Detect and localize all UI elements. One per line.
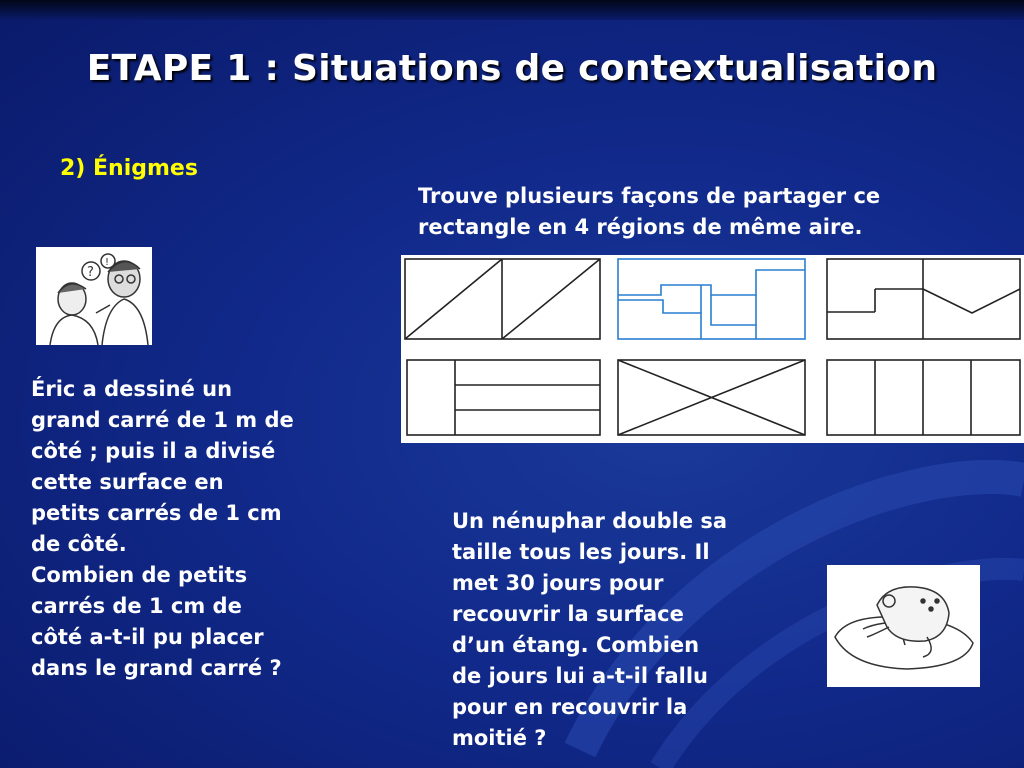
partition-cross	[618, 360, 805, 435]
thinking-people-illustration	[36, 247, 152, 345]
lily-problem-text: Un nénuphar double sa taille tous les jours. Il met 30 jours pour recouvrir la surface d’un étang. Combien de jours lui a-t-il fallu pour en recouvrir la moitié ?	[452, 509, 728, 750]
section-subtitle: 2) Énigmes	[60, 156, 198, 181]
top-dark-band	[0, 0, 1024, 20]
svg-text:?: ?	[87, 265, 94, 280]
partition-puzzle	[618, 259, 805, 339]
partition-diagonals	[405, 259, 600, 339]
partition-stripes	[407, 360, 600, 435]
eric-problem-text: Éric a dessiné un grand carré de 1 m de côté ; puis il a divisé cette surface en petits carrés de 1 cm de côté. Combien de petits carrés de 1 cm de côté a-t-il pu placer dans le grand carré ?	[31, 377, 294, 680]
rectangle-partitions-figure	[401, 255, 1024, 443]
frog-on-lilypad-illustration	[827, 565, 980, 687]
partition-step-v	[827, 259, 1020, 339]
rectangle-prompt-text: Trouve plusieurs façons de partager ce rectangle en 4 régions de même aire.	[418, 184, 881, 239]
partition-columns	[827, 360, 1020, 435]
svg-text:!: !	[105, 257, 110, 268]
slide-title: ETAPE 1 : Situations de contextualisation	[86, 48, 938, 89]
